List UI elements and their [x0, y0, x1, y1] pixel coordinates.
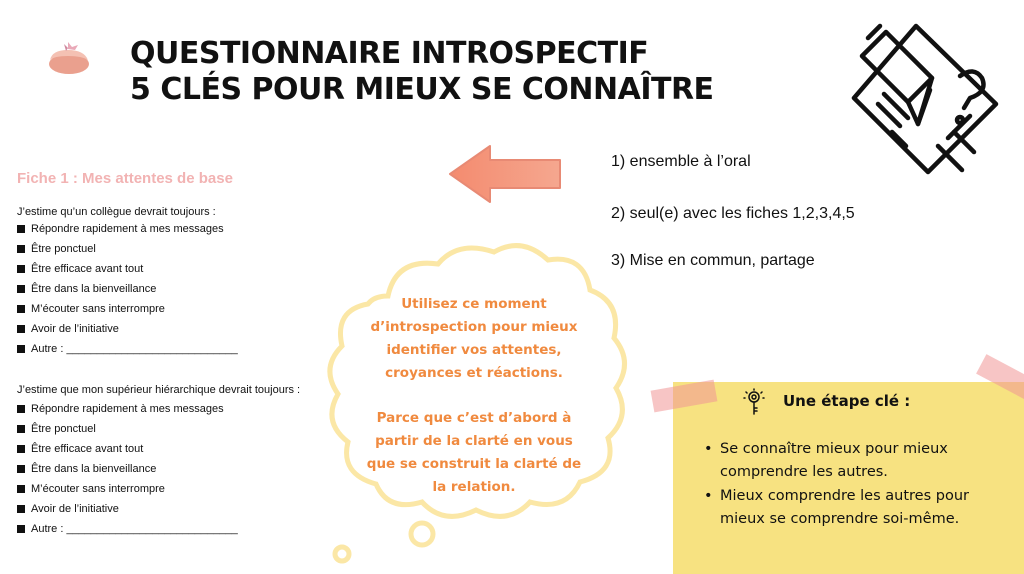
checkbox-item[interactable] — [17, 303, 165, 315]
checkbox-label: Être dans la bienveillance — [31, 463, 157, 475]
checkbox[interactable] — [17, 485, 25, 493]
checkbox-label: Être efficace avant tout — [31, 263, 144, 275]
checkbox[interactable] — [17, 345, 25, 353]
checkbox-label: Être ponctuel — [31, 243, 96, 255]
checkbox[interactable] — [17, 525, 25, 533]
page-title — [130, 36, 714, 108]
arrow-left-icon — [446, 142, 564, 204]
pillow-logo-icon — [44, 36, 92, 78]
checkbox[interactable] — [17, 405, 25, 413]
title-line-1: QUESTIONNAIRE INTROSPECTIF — [130, 36, 649, 71]
checkbox-item-other[interactable] — [17, 523, 238, 535]
checkbox-item[interactable] — [17, 223, 224, 235]
checkbox-label: Être efficace avant tout — [31, 443, 144, 455]
step-3: 3) Mise en commun, partage — [611, 252, 815, 269]
checkbox-label: M’écouter sans interrompre — [31, 303, 165, 315]
checkbox-item[interactable] — [17, 263, 143, 275]
checkbox-item[interactable] — [17, 283, 156, 295]
checkbox-item[interactable] — [17, 243, 96, 255]
checkbox-item[interactable] — [17, 463, 156, 475]
key-bulb-icon — [740, 388, 768, 416]
document-pencil-question-icon — [850, 20, 1000, 175]
checkbox-label: Être ponctuel — [31, 423, 96, 435]
cloud-paragraph-1: Utilisez ce moment d’introspection pour mieux identifier vos attentes, croyances et réactions. — [370, 296, 578, 381]
checkbox-label: Avoir de l’initiative — [31, 323, 119, 335]
step-1: 1) ensemble à l’oral — [611, 153, 751, 170]
checkbox[interactable] — [17, 265, 25, 273]
fiche-intro-collegue: J’estime qu’un collègue devrait toujours : — [17, 206, 216, 218]
checkbox-item-other[interactable] — [17, 343, 238, 355]
checkbox-label: Autre : ____________________________ — [31, 523, 238, 535]
step-2: 2) seul(e) avec les fiches 1,2,3,4,5 — [611, 205, 855, 222]
checkbox[interactable] — [17, 465, 25, 473]
checkbox[interactable] — [17, 325, 25, 333]
cloud-paragraph-2: Parce que c’est d’abord à partir de la clarté en vous que se construit la clarté de la relation. — [366, 410, 582, 495]
fiche-intro-superieur: J’estime que mon supérieur hiérarchique devrait toujours : — [17, 384, 301, 396]
fiche-title: Fiche 1 : Mes attentes de base — [17, 170, 233, 187]
checkbox-item[interactable] — [17, 503, 119, 515]
checkbox[interactable] — [17, 305, 25, 313]
checkbox[interactable] — [17, 225, 25, 233]
title-line-2: 5 CLÉS POUR MIEUX SE CONNAÎTRE — [130, 72, 714, 107]
checkbox-label: Avoir de l’initiative — [31, 503, 119, 515]
checkbox[interactable] — [17, 445, 25, 453]
checkbox-label: M’écouter sans interrompre — [31, 483, 165, 495]
checkbox-item[interactable] — [17, 423, 96, 435]
cloud-text — [360, 293, 588, 499]
checkbox-label: Répondre rapidement à mes messages — [31, 403, 224, 415]
checkbox[interactable] — [17, 425, 25, 433]
checkbox-item[interactable] — [17, 323, 119, 335]
checkbox-item[interactable] — [17, 443, 143, 455]
checkbox-item[interactable] — [17, 403, 224, 415]
checkbox-label: Autre : ____________________________ — [31, 343, 238, 355]
checkbox[interactable] — [17, 285, 25, 293]
note-bullet: • Se connaître mieux pour mieux comprendre les autres. — [704, 438, 1004, 484]
checkbox[interactable] — [17, 505, 25, 513]
checkbox-item[interactable] — [17, 483, 165, 495]
note-bullet-list — [704, 438, 1004, 532]
checkbox-label: Répondre rapidement à mes messages — [31, 223, 224, 235]
checkbox-label: Être dans la bienveillance — [31, 283, 157, 295]
note-bullet: • Mieux comprendre les autres pour mieux se comprendre soi-même. — [704, 485, 1004, 531]
checkbox[interactable] — [17, 245, 25, 253]
note-title: Une étape clé : — [783, 392, 911, 410]
